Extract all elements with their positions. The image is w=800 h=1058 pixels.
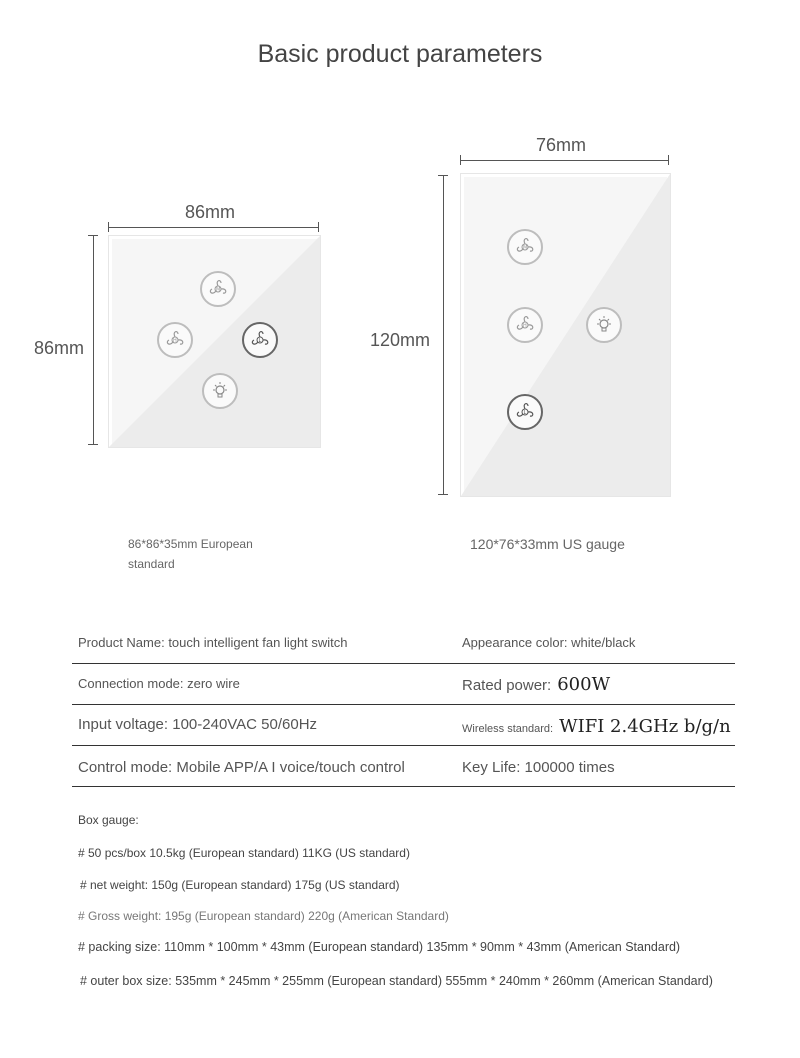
spec-connection-mode: Connection mode: zero wire [78,676,240,691]
spec-input-voltage: Input voltage: 100-240VAC 50/60Hz [78,716,318,733]
spec-rated-power-value: 600W [557,674,611,695]
eu-height-tick-top [88,235,98,236]
eu-caption-line2: standard [128,557,175,571]
us-height-tick-bottom [438,494,448,495]
box-gauge-heading: Box gauge: [78,813,139,827]
eu-height-tick-bottom [88,444,98,445]
us-width-label: 76mm [536,135,587,155]
spec-key-life: Key Life: 100000 times [462,759,615,776]
spec-table [72,623,735,787]
us-width-line [460,160,669,161]
eu-width-label: 86mm [185,202,236,222]
fan-speed-m-button[interactable] [507,229,543,265]
fan-speed-h-button[interactable] [157,322,193,358]
box-gauge-line: # 50 pcs/box 10.5kg (European standard) 11KG (US standard) [78,846,410,860]
spec-rated-power-label: Rated power: [462,677,552,694]
box-gauge-line: # Gross weight: 195g (European standard) 220g (American Standard) [78,909,449,923]
us-width-tick-right [668,155,669,165]
us-caption: 120*76*33mm US gauge [470,536,625,552]
fan-speed-m-icon [205,276,231,302]
spec-row-connection [72,664,735,705]
fan-speed-l-icon [247,327,273,353]
box-gauge-line: # net weight: 150g (European standard) 175g (US standard) [80,878,400,892]
spec-product-name: Product Name: touch intelligent fan light switch [78,635,348,650]
fan-speed-h-button[interactable] [507,307,543,343]
panel-diagonal-shade [109,236,320,447]
light-bulb-icon [591,312,617,338]
svg-text:H: H [523,323,527,329]
eu-width-tick-left [108,222,109,232]
us-height-label: 120mm [370,330,431,350]
svg-text:M: M [216,287,221,293]
spec-appearance-color: Appearance color: white/black [462,635,636,650]
fan-speed-m-icon [512,234,538,260]
spec-rated-power [462,674,610,695]
svg-text:L: L [258,338,262,344]
spec-row-product-name [72,623,735,664]
eu-width-line [108,227,319,228]
page-title: Basic product parameters [257,40,543,68]
svg-text:M: M [523,245,528,251]
eu-switch-panel [108,235,321,448]
spec-wireless-label: Wireless standard: [462,723,554,735]
panel-diagonal-shade [461,174,670,496]
fan-speed-m-button[interactable] [200,271,236,307]
eu-height-line [93,235,94,445]
us-switch-panel [460,173,671,497]
fan-speed-l-icon [512,399,538,425]
eu-caption [128,534,253,574]
spec-control-mode: Control mode: Mobile APP/A I voice/touch control [78,759,405,776]
spec-wireless-value: WIFI 2.4GHz b/g/n [559,716,731,737]
box-gauge-line: # outer box size: 535mm * 245mm * 255mm (European standard) 555mm * 240mm * 260mm (American Standard) [80,974,713,988]
light-button[interactable] [202,373,238,409]
eu-caption-line1: 86*86*35mm European [128,537,253,551]
box-gauge-line: # packing size: 110mm * 100mm * 43mm (European standard) 135mm * 90mm * 43mm (American Standard) [78,940,681,954]
spec-row-control [72,746,735,787]
spec-row-voltage [72,705,735,746]
light-bulb-icon [207,378,233,404]
us-height-line [443,175,444,495]
spec-wireless [462,716,731,737]
eu-height-label: 86mm [34,338,85,358]
eu-width-tick-right [318,222,319,232]
fan-speed-h-icon [162,327,188,353]
svg-text:H: H [173,338,177,344]
light-button[interactable] [586,307,622,343]
fan-speed-l-button[interactable] [242,322,278,358]
fan-speed-h-icon [512,312,538,338]
us-height-tick-top [438,175,448,176]
fan-speed-l-button[interactable] [507,394,543,430]
svg-text:L: L [523,410,527,416]
us-width-tick-left [460,155,461,165]
